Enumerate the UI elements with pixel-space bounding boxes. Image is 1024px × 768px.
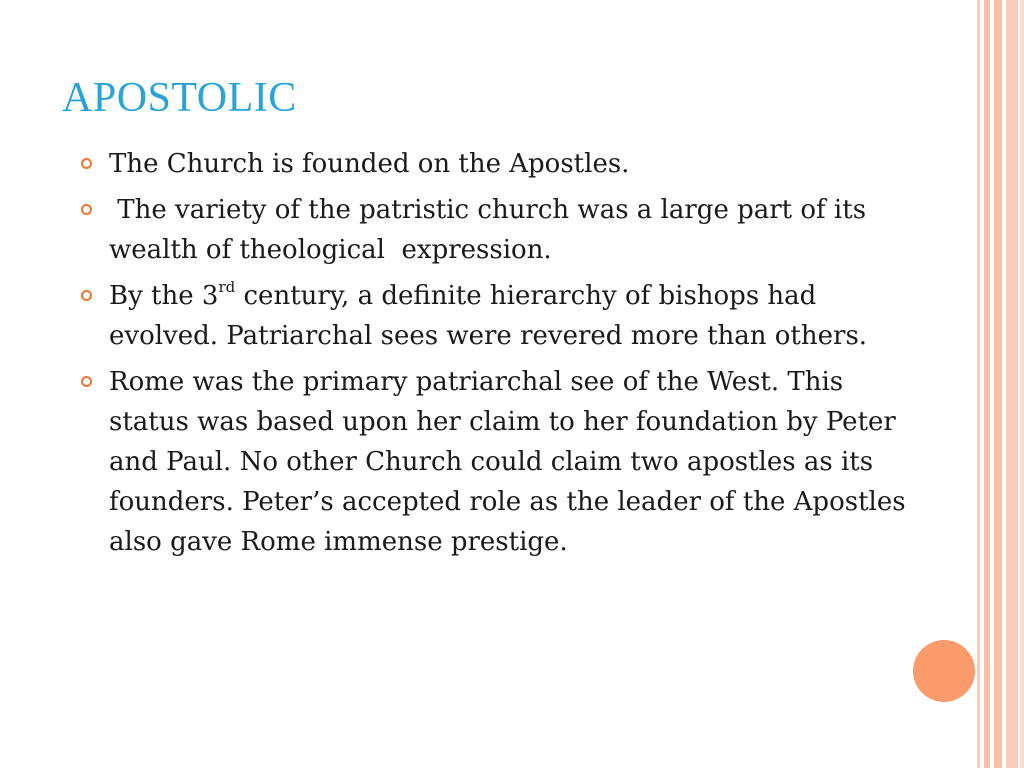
bullet-item	[80, 144, 910, 184]
decorative-circle	[913, 640, 975, 702]
decorative-stripe	[994, 0, 1002, 768]
bullet-circle-icon	[81, 376, 92, 387]
superscript: rd	[218, 278, 236, 297]
bullet-item	[80, 276, 910, 356]
bullet-text-pre: By the 3	[109, 281, 219, 311]
slide-title: APOSTOLIC	[62, 75, 297, 121]
decorative-stripe	[977, 0, 980, 768]
bullet-text-post: century, a definite hierarchy of bishops had evolved. Patriarchal sees were revered more than others.	[109, 281, 868, 351]
bullet-list	[80, 144, 910, 568]
bullet-circle-icon	[81, 290, 92, 301]
decorative-stripe	[1020, 0, 1024, 768]
bullet-item	[80, 190, 910, 270]
bullet-text: The Church is founded on the Apostles.	[109, 149, 630, 179]
bullet-circle-icon	[81, 204, 92, 215]
bullet-text: The variety of the patristic church was a large part of its wealth of theological expression.	[109, 195, 875, 265]
bullet-item	[80, 362, 910, 562]
bullet-text: Rome was the primary patriarchal see of the West. This status was based upon her claim to her foundation by Peter and Paul. No other Church could claim two apostles as its founders. Peter’s accepted role as the leader of the Apostles also gave Rome immense prestige.	[109, 367, 906, 557]
decorative-stripe	[1006, 0, 1018, 768]
decorative-stripe	[984, 0, 990, 768]
bullet-circle-icon	[81, 158, 92, 169]
